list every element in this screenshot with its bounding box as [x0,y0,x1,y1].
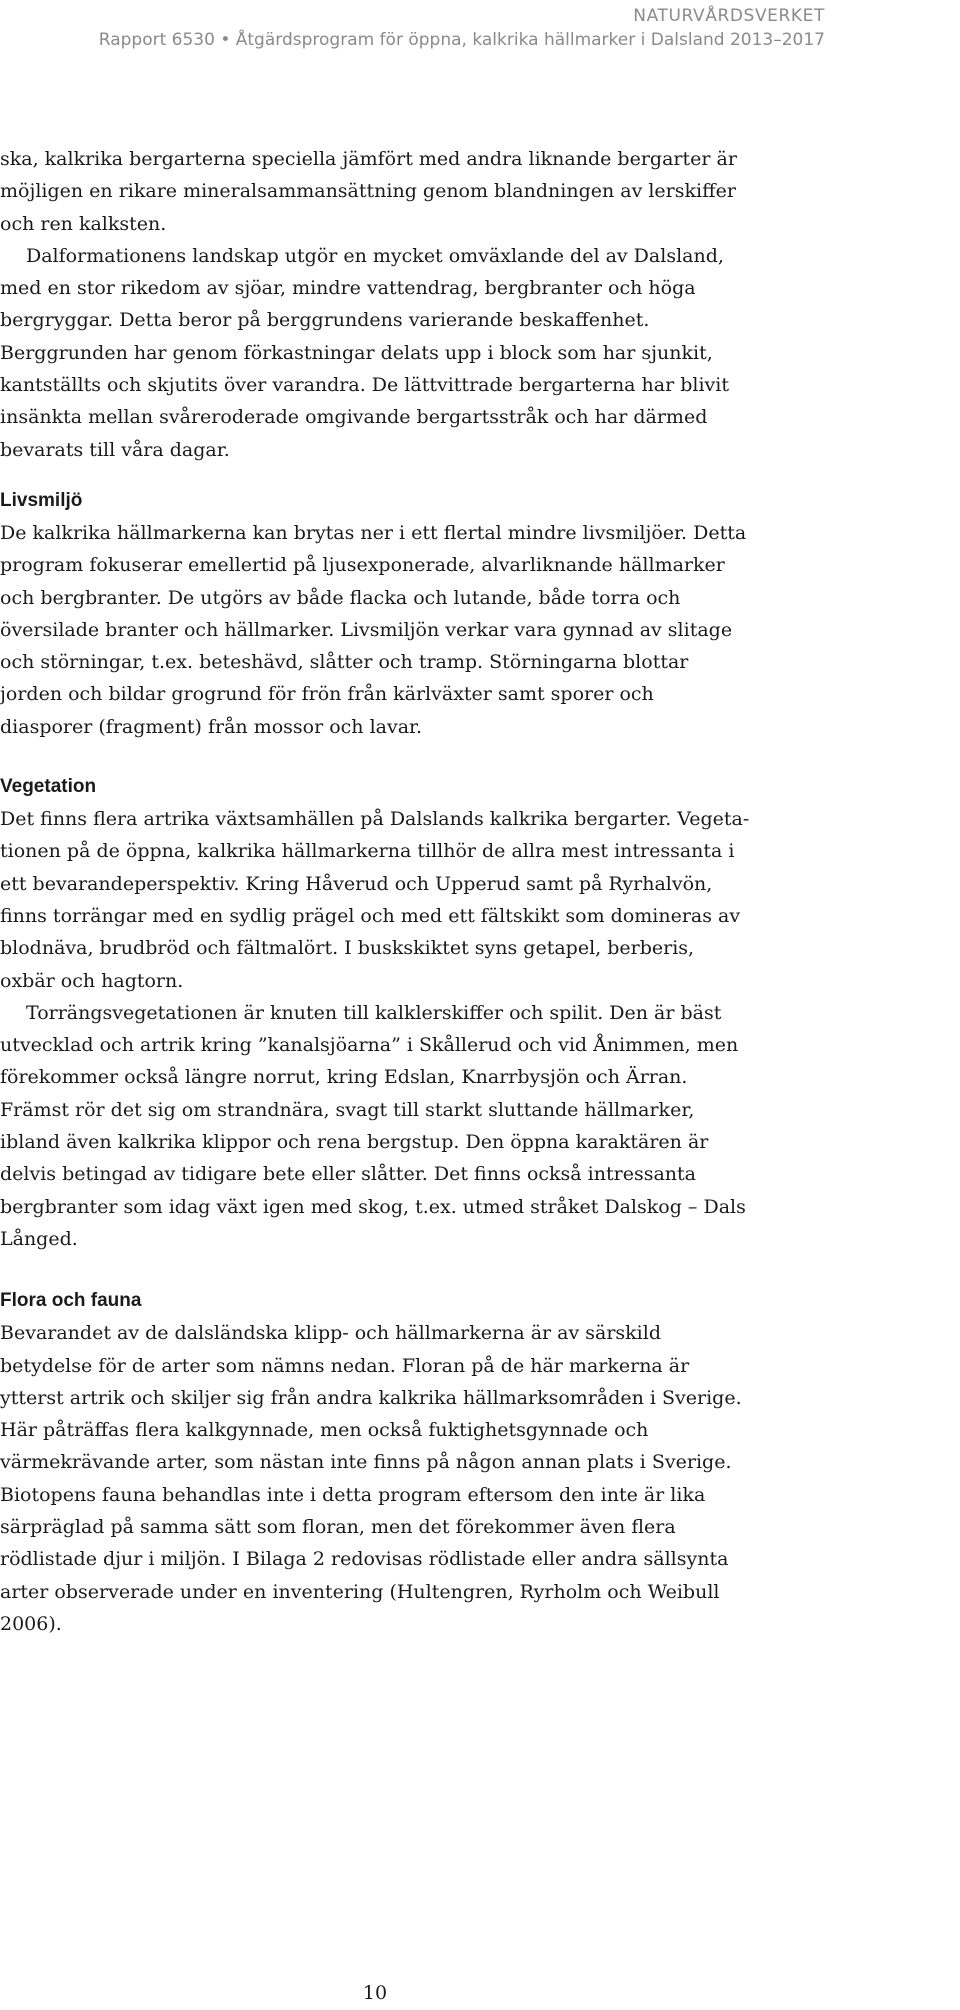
page-number: 10 [362,1982,388,2004]
paragraph-intro-1: ska, kalkrika bergarterna speciella jämfört med andra liknande bergarter är möjligen en rikare mineralsammansättning genom blandningen av lerskiffer och ren kalksten. [0,148,737,235]
body-text [0,143,750,1640]
paragraph-vegetation-1: Det finns flera artrika växtsamhällen på Dalslands kalkrika bergarter. Vegetationen på de öppna, kalkrika hällmarkerna tillhör de allra mest intressanta i ett bevarandeperspektiv. Kring Håverud och Upperud samt på Ryrhalvön, finns torrängar med en sydlig prägel och med ett fältskikt som domineras av blodnäva, brudbröd och fältmalört. I buskskiktet syns getapel, berberis, oxbär och hagtorn. [0,808,750,992]
report-title: Rapport 6530 • Åtgärdsprogram för öppna, kalkrika hällmarker i Dalsland 2013–2017 [98,30,825,50]
heading-vegetation: Vegetation [0,776,97,798]
page-header [99,4,825,52]
paragraph-vegetation-2: Torrängsvegetationen är knuten till kalklerskiffer och spilit. Den är bäst utvecklad och artrik kring ”kanalsjöarna” i Skållerud och vid Ånimmen, men förekommer också längre norrut, kring Edslan, Knarrbysjön och Ärran. Främst rör det sig om strandnära, svagt till starkt sluttande hällmarker, ibland även kalkrika klippor och rena bergstup. Den öppna karaktären är delvis betingad av tidigare bete eller slåtter. Det finns också intressanta bergbranter som idag växt igen med skog, t.ex. utmed stråket Dalskog – Dals Långed. [0,1001,746,1250]
paragraph-intro-2: Dalformationens landskap utgör en mycket omväxlande del av Dalsland, med en stor rikedom av sjöar, mindre vattendrag, bergbranter och höga bergryggar. Detta beror på berggrundens varierande beskaffenhet. Berggrunden har genom förkastningar delats upp i block som har sjunkit, kantställts och skjutits över varandra. De lättvittrade bergarterna har blivit insänkta mellan svåreroderade omgivande bergartsstråk och har därmed bevarats till våra dagar. [0,244,729,461]
publisher-name: NATURVÅRDSVERKET [633,6,825,26]
paragraph-livsmiljo: De kalkrika hällmarkerna kan brytas ner i ett flertal mindre livsmiljöer. Detta program fokuserar emellertid på ljusexponerade, alvarliknande hällmarker och bergbranter. De utgörs av både flacka och lutande, både torra och översilade branter och hällmarker. Livsmiljön verkar vara gynnad av slitage och störningar, t.ex. beteshävd, slåtter och tramp. Störningarna blottar jorden och bildar grogrund för frön från kärlväxter samt sporer och diasporer (fragment) från mossor och lavar. [0,521,747,738]
paragraph-flora-och-fauna: Bevarandet av de dalsländska klipp- och hällmarkerna är av särskild betydelse för de arter som nämns nedan. Floran på de här markerna är ytterst artrik och skiljer sig från andra kalkrika hällmarksområden i Sverige. Här påträffas flera kalkgynnade, men också fuktighetsgynnade och värmekrävande arter, som nästan inte finns på någon annan plats i Sverige. Biotopens fauna behandlas inte i detta program eftersom den inte är lika särpräglad på samma sätt som floran, men det förekommer även flera rödlistade djur i miljön. I Bilaga 2 redovisas rödlistade eller andra sällsynta arter observerade under en inventering (Hultengren, Ryrholm och Weibull 2006). [0,1322,742,1635]
heading-flora-och-fauna: Flora och fauna [0,1290,142,1312]
heading-livsmiljo: Livsmiljö [0,489,83,511]
